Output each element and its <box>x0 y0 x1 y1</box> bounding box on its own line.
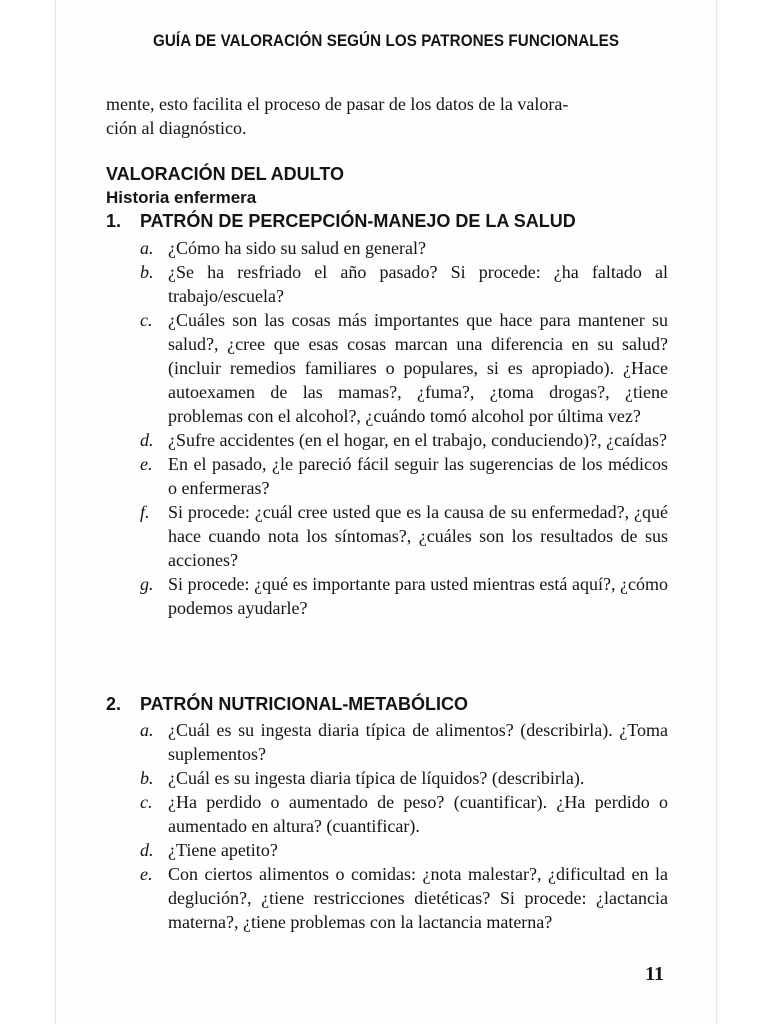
question-item <box>140 862 668 934</box>
running-head: GUÍA DE VALORACIÓN SEGÚN LOS PATRONES FUNCIONALES <box>152 32 620 50</box>
question-text: Si procede: ¿cuál cree usted que es la causa de su enfermedad?, ¿qué hace cuando nota los síntomas?, ¿cuáles son los resultados de sus acciones? <box>168 502 668 570</box>
question-letter: b. <box>140 262 154 282</box>
intro-paragraph <box>106 92 666 140</box>
question-letter: c. <box>140 310 153 330</box>
pattern-heading-1 <box>106 210 576 232</box>
question-letter: e. <box>140 864 153 884</box>
question-item <box>140 838 668 862</box>
question-letter: a. <box>140 720 154 740</box>
question-list-1 <box>140 236 668 620</box>
question-letter: d. <box>140 430 154 450</box>
question-letter: e. <box>140 454 153 474</box>
question-text: Si procede: ¿qué es importante para usted mientras está aquí?, ¿cómo podemos ayudarle? <box>168 574 668 618</box>
subsection-title: Historia enfermera <box>106 188 257 207</box>
question-text: ¿Cuál es su ingesta diaria típica de alimentos? (describirla). ¿Toma suplementos? <box>168 720 668 764</box>
pattern-number: 2. <box>106 694 122 714</box>
question-text: ¿Tiene apetito? <box>168 840 278 860</box>
question-letter: g. <box>140 574 154 594</box>
question-text: ¿Cuál es su ingesta diaria típica de líquidos? (describirla). <box>168 768 585 788</box>
question-item <box>140 572 668 620</box>
question-letter: c. <box>140 792 153 812</box>
question-letter: a. <box>140 238 154 258</box>
pattern-title: PATRÓN NUTRICIONAL-METABÓLICO <box>140 694 468 714</box>
question-text: Con ciertos alimentos o comidas: ¿nota malestar?, ¿dificultad en la deglución?, ¿tiene restricciones dietéticas? Si procede: ¿lactancia materna?, ¿tiene problemas con la lactancia materna? <box>168 864 668 932</box>
question-letter: d. <box>140 840 154 860</box>
question-item <box>140 790 668 838</box>
question-letter: b. <box>140 768 154 788</box>
question-letter: f. <box>140 502 150 522</box>
question-item <box>140 452 668 500</box>
question-text: ¿Cómo ha sido su salud en general? <box>168 238 426 258</box>
question-item <box>140 718 668 766</box>
book-page <box>55 0 717 1024</box>
question-text: ¿Se ha resfriado el año pasado? Si procede: ¿ha faltado al trabajo/escuela? <box>168 262 668 306</box>
question-item <box>140 500 668 572</box>
pattern-number: 1. <box>106 211 122 231</box>
question-list-2 <box>140 718 668 934</box>
page-number: 11 <box>645 963 664 985</box>
intro-line: ción al diagnóstico. <box>106 118 247 138</box>
pattern-heading-2 <box>106 693 468 715</box>
section-title: VALORACIÓN DEL ADULTO <box>106 164 344 184</box>
question-item <box>140 260 668 308</box>
question-item <box>140 236 668 260</box>
question-text: ¿Sufre accidentes (en el hogar, en el trabajo, conduciendo)?, ¿caídas? <box>168 430 668 450</box>
question-item <box>140 766 668 790</box>
question-text: ¿Ha perdido o aumentado de peso? (cuantificar). ¿Ha perdido o aumentado en altura? (cuantificar). <box>168 792 668 836</box>
question-item <box>140 428 668 452</box>
pattern-title: PATRÓN DE PERCEPCIÓN-MANEJO DE LA SALUD <box>140 211 576 231</box>
intro-line: mente, esto facilita el proceso de pasar de los datos de la valora- <box>106 94 569 114</box>
question-item <box>140 308 668 428</box>
question-text: ¿Cuáles son las cosas más importantes que hace para mantener su salud?, ¿cree que esas cosas marcan una diferencia en su salud? (incluir remedios familiares o populares, si es apropiado). ¿Hace autoexamen de las mamas?, ¿fuma?, ¿toma drogas?, ¿tiene problemas con el alcohol?, ¿cuándo tomó alcohol por última vez? <box>168 310 668 426</box>
question-text: En el pasado, ¿le pareció fácil seguir las sugerencias de los médicos o enfermeras? <box>168 454 668 498</box>
